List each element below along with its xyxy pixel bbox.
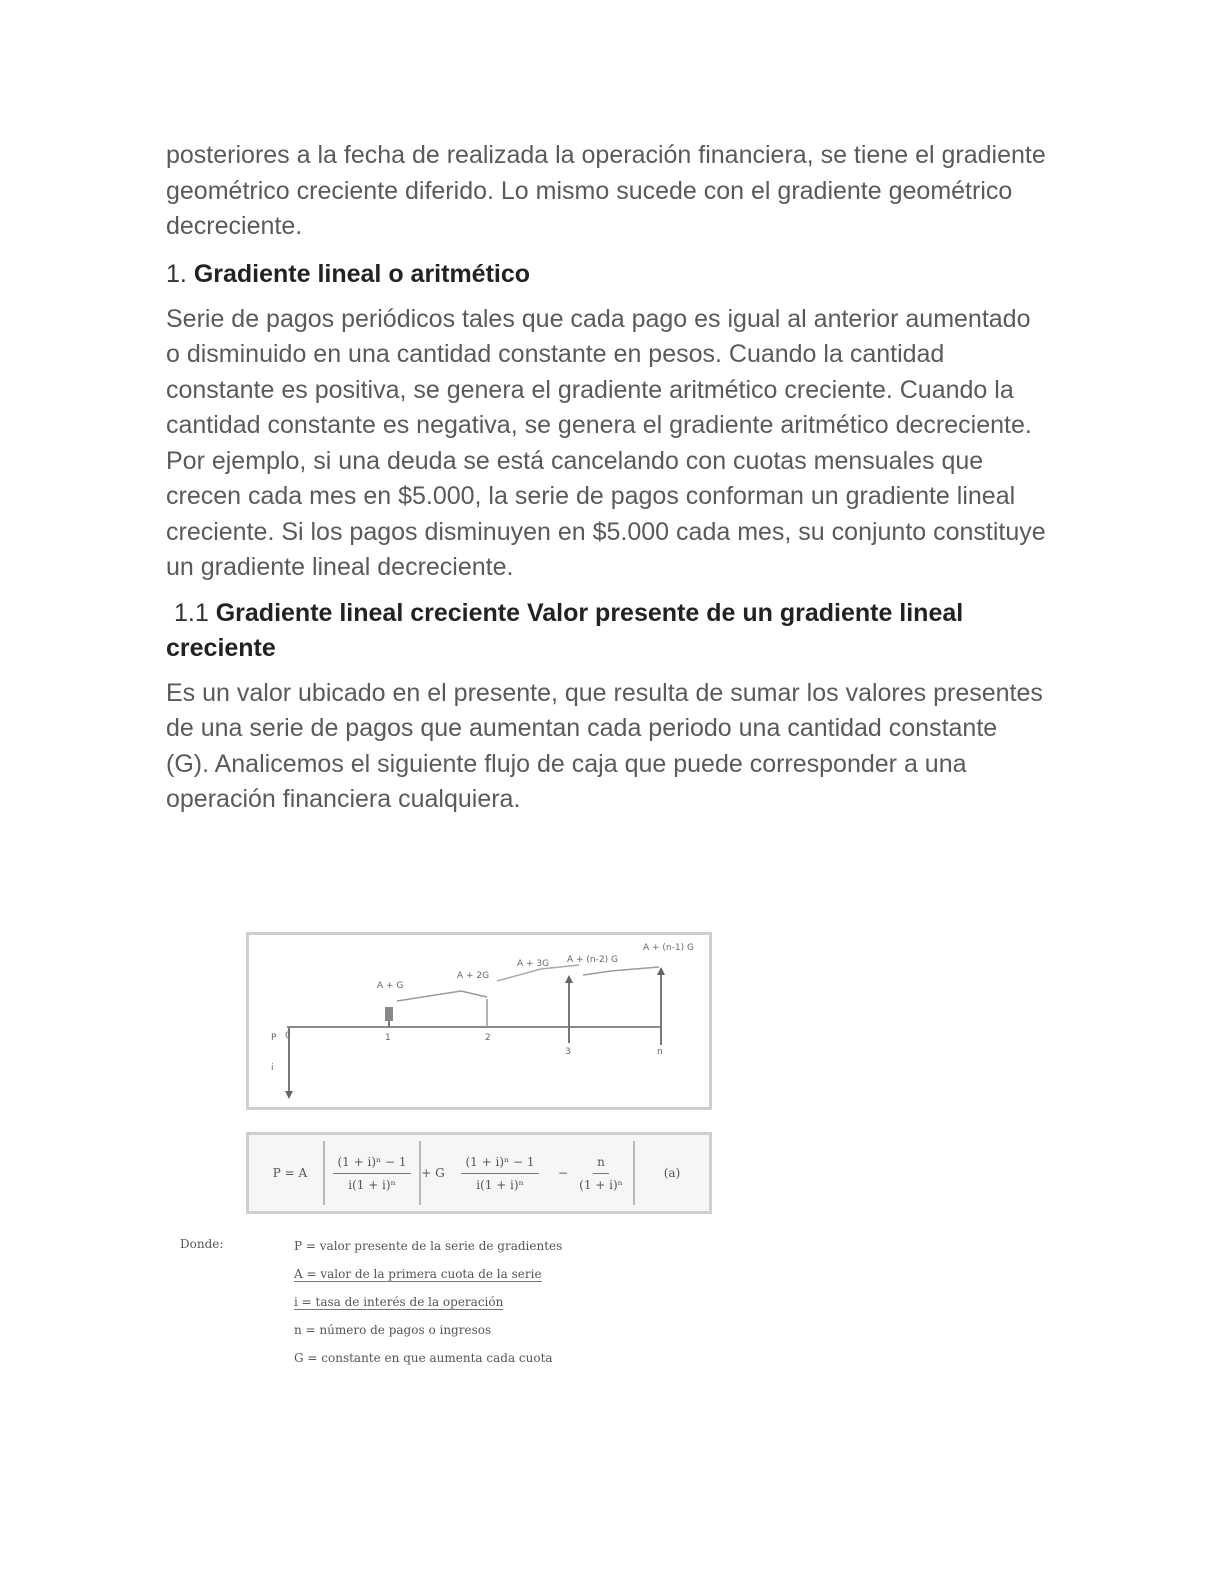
gradient-trend-line-3	[583, 967, 659, 975]
legend-items	[294, 1232, 654, 1372]
formula-f1-denominator: i(1 + i)ⁿ	[348, 1177, 396, 1192]
section-1-1-paragraph: Es un valor ubicado en el presente, que resulta de sumar los valores presentes de una serie de pagos que aumentan cada periodo una cantidad constante (G). Analicemos el siguiente flujo de caja que puede corresponder a una operación financiera cualquiera.	[166, 678, 1043, 813]
legend-item: P = valor presente de la serie de gradientes	[294, 1239, 563, 1253]
cash-flow-diagram	[246, 932, 712, 1110]
label-time-1: 1	[385, 1033, 391, 1043]
label-payment-3: A + 3G	[517, 959, 550, 969]
label-rate: i	[271, 1063, 274, 1073]
label-time-2: 2	[485, 1033, 491, 1043]
present-value-arrowhead	[285, 1091, 293, 1099]
label-time-0: 0	[285, 1031, 291, 1041]
section-1-title: Gradiente lineal o aritmético	[193, 259, 531, 288]
label-payment-1: A + G	[377, 981, 404, 991]
label-payment-n-minus: A + (n-2) G	[567, 955, 618, 965]
formula-tag: (a)	[663, 1166, 681, 1180]
legend-donde: Donde:	[180, 1237, 224, 1251]
legend-item-text: i = tasa de interés de la operación	[294, 1295, 504, 1309]
label-time-3: 3	[565, 1047, 571, 1057]
section-1-heading	[166, 257, 1046, 292]
legend-item	[294, 1260, 654, 1288]
label-time-n: n	[657, 1047, 663, 1057]
label-present-value: P	[271, 1033, 277, 1043]
section-1-1-number: 1.1	[174, 598, 209, 627]
section-1-paragraph: Serie de pagos periódicos tales que cada pago es igual al anterior aumentado o disminuido en una cantidad constante en pesos. Cuando la cantidad constante es positiva, se genera el gradiente aritmético creciente. Cuando la cantidad constante es negativa, se genera el gradiente aritmético decreciente. Por ejemplo, si una deuda se está cancelando con cuotas mensuales que crecen cada mes en $5.000, la serie de pagos conforman un gradiente lineal creciente. Si los pagos disminuyen en $5.000 cada mes, su conjunto constituye un gradiente lineal decreciente.	[166, 304, 1046, 581]
formula-fraction-2	[445, 1135, 555, 1211]
formula-f1-numerator: (1 + i)ⁿ − 1	[333, 1155, 410, 1174]
formula-g: G	[435, 1166, 445, 1180]
legend-item-text: A = valor de la primera cuota de la serie	[294, 1267, 542, 1281]
formula-minus: −	[557, 1166, 569, 1180]
legend-item	[294, 1288, 654, 1316]
present-value-formula	[246, 1132, 712, 1214]
formula-f3-denominator: (1 + i)ⁿ	[579, 1177, 623, 1192]
section-1-number: 1.	[166, 259, 187, 288]
payment-marker-1	[385, 1007, 393, 1021]
formula-f2-numerator: (1 + i)ⁿ − 1	[461, 1155, 538, 1174]
formula-lhs: P = A	[272, 1166, 308, 1180]
formula-f2-denominator: i(1 + i)ⁿ	[476, 1177, 524, 1192]
label-last-payment: A + (n-1) G	[643, 943, 694, 953]
formula-bracket-left	[323, 1141, 325, 1205]
formula-plus: +	[421, 1166, 432, 1180]
payment-arrowhead-3	[565, 975, 573, 983]
intro-paragraph: posteriores a la fecha de realizada la operación financiera, se tiene el gradiente geométrico creciente diferido. Lo mismo sucede con el gradiente geométrico decreciente.	[166, 141, 1046, 240]
section-1-1-heading	[166, 596, 1046, 666]
legend-item: G = constante en que aumenta cada cuota	[294, 1351, 553, 1365]
section-1-1-title: Gradiente lineal creciente Valor presente de un gradiente lineal creciente	[166, 598, 964, 662]
document-page	[166, 138, 1046, 818]
formula-f3-numerator: n	[593, 1155, 609, 1174]
cash-flow-svg	[249, 935, 709, 1107]
label-payment-2: A + 2G	[457, 971, 490, 981]
formula-fraction-1	[327, 1135, 417, 1211]
formula-plus-g	[421, 1135, 445, 1211]
gradient-trend-line-1	[397, 991, 487, 1001]
formula-bracket-right	[633, 1141, 635, 1205]
payment-arrowhead-n	[657, 967, 665, 975]
formula-fraction-3	[571, 1135, 631, 1211]
legend-item: n = número de pagos o ingresos	[294, 1323, 492, 1337]
